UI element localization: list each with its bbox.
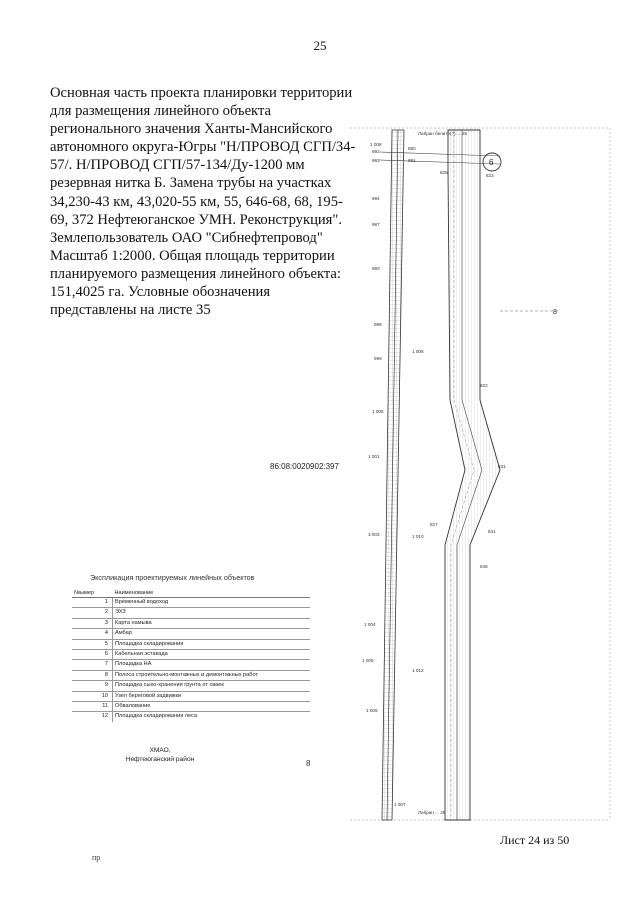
- point-label: 881: [408, 158, 416, 163]
- legend-row-name: ЭХЗ: [113, 608, 311, 618]
- legend-row-number: 12: [72, 712, 113, 722]
- description-line: 69, 372 Нефтеюганское УМН. Реконструкция".: [50, 211, 343, 228]
- legend-row-name: Площадка складирования: [113, 639, 311, 649]
- description-line: Масштаб 1:2000. Общая площадь территории: [50, 247, 335, 264]
- point-label: 823: [486, 173, 494, 178]
- legend-row-name: Площадка складирования леса: [113, 712, 311, 722]
- description-line: 57/. Н/ПРОВОД СГП/57-134/Ду-1200 мм: [50, 157, 305, 174]
- legend-row-number: 6: [72, 650, 113, 660]
- point-label: 1 001: [368, 454, 380, 459]
- legend-row-number: 3: [72, 618, 113, 628]
- legend-row-number: 5: [72, 639, 113, 649]
- legend-row-number: 10: [72, 691, 113, 701]
- legend-row: [72, 712, 310, 722]
- page-number: 25: [313, 38, 327, 53]
- point-label: 1 006: [366, 708, 378, 713]
- legend-header-name: Наименование: [113, 588, 311, 598]
- left-corridor: [382, 130, 404, 820]
- point-label: 1 006: [372, 409, 384, 414]
- point-label: 822: [480, 383, 488, 388]
- region-block: [90, 746, 230, 764]
- legend-row: [72, 618, 310, 628]
- point-label: 1 008: [370, 142, 382, 147]
- legend-row-name: Временный водоход: [113, 598, 311, 608]
- legend-row-number: 2: [72, 608, 113, 618]
- legend-row: [72, 608, 310, 618]
- description-line: регионального значения Ханты-Мансийского: [50, 121, 333, 138]
- legend-row: [72, 702, 310, 712]
- description-line: Землепользователь ОАО "Сибнефтепровод": [50, 229, 323, 246]
- point-label: 1 003: [368, 532, 380, 537]
- legend-row-name: Площадка сыхо-хранения грунта от сваек: [113, 681, 311, 691]
- bottom-note: Лабран ... 25: [418, 810, 446, 815]
- legend-row: [72, 681, 310, 691]
- point-label: 827: [430, 522, 438, 527]
- legend-row: [72, 598, 310, 608]
- point-label: 990: [372, 266, 380, 271]
- point-label: 880: [408, 146, 416, 151]
- legend-row: [72, 650, 310, 660]
- point-label: 987: [372, 222, 380, 227]
- legend-row-number: 1: [72, 598, 113, 608]
- description-line: автономного округа-Югры "Н/ПРОВОД СГП/34-: [50, 139, 356, 156]
- point-label: 1 010: [412, 534, 424, 539]
- top-note: Лабран белите(?) ... 25: [418, 131, 468, 136]
- parcel-circle-label: 6: [489, 158, 494, 167]
- description-line: 151,4025 га. Условные обозначения: [50, 284, 271, 301]
- point-label: 993: [372, 158, 380, 163]
- legend-row: [72, 691, 310, 701]
- point-label: 831: [498, 464, 506, 469]
- legend-row-name: Площадка НА: [113, 660, 311, 670]
- point-label: 1 008: [412, 349, 424, 354]
- legend-row-number: 4: [72, 629, 113, 639]
- right-corridor: [445, 130, 500, 820]
- description-line: 34,230-43 км, 43,020-55 км, 55, 646-68, 68, 195-: [50, 193, 343, 210]
- point-label: 825: [440, 170, 448, 175]
- region-line: ХМАО,: [149, 747, 171, 754]
- region-line: Нефтеюганский район: [125, 756, 195, 763]
- description-line: Основная часть проекта планировки территории: [50, 85, 353, 101]
- point-label: 1 004: [364, 622, 376, 627]
- legend-row-name: Кабельная эстакада: [113, 650, 311, 660]
- side-marker: 8: [553, 309, 557, 316]
- legend-row-number: 7: [72, 660, 113, 670]
- legend-row-name: Обвалование: [113, 702, 311, 712]
- point-label: 998: [374, 322, 382, 327]
- legend-header-number: №ымер: [72, 588, 113, 598]
- point-labels-left: [362, 142, 384, 713]
- legend-row-number: 11: [72, 702, 113, 712]
- legend-row-name: Узел береговой задвижки: [113, 691, 311, 701]
- legend-row: [72, 670, 310, 680]
- legend-row-name: Карта намыва: [113, 618, 311, 628]
- point-label: 992: [372, 149, 380, 154]
- description-line: для размещения линейного объекта: [50, 103, 271, 120]
- legend-row: [72, 660, 310, 670]
- description-line: планируемого размещения линейного объекта:: [50, 265, 341, 282]
- legend-row: [72, 629, 310, 639]
- corner-mark: пр: [92, 853, 101, 862]
- bottom-marker: 8: [306, 759, 311, 768]
- legend-row: [72, 639, 310, 649]
- point-label: 846: [480, 564, 488, 569]
- legend-row-name: Амбар: [113, 629, 311, 639]
- point-label: 1 007: [394, 802, 406, 807]
- description-line: представлены на листе 35: [50, 302, 211, 319]
- point-label: 999: [374, 356, 382, 361]
- sheet-label: Лист 24 из 50: [500, 833, 570, 847]
- point-label: 1 005: [362, 658, 374, 663]
- legend-row-number: 9: [72, 681, 113, 691]
- legend-row-number: 8: [72, 670, 113, 680]
- parcel-number: 86:08:0020902:397: [270, 462, 339, 471]
- point-label: 994: [372, 196, 380, 201]
- legend-table: [72, 588, 310, 722]
- legend-header-row: [72, 588, 310, 598]
- description-line: резервная нитка Б. Замена трубы на участках: [50, 175, 332, 192]
- point-label: 841: [488, 529, 496, 534]
- point-label: 1 012: [412, 668, 424, 673]
- legend-title: Экспликация проектируемых линейных объектов: [90, 573, 255, 582]
- legend-row-name: Полоса строительно-монтажных и демонтажных работ: [113, 670, 311, 680]
